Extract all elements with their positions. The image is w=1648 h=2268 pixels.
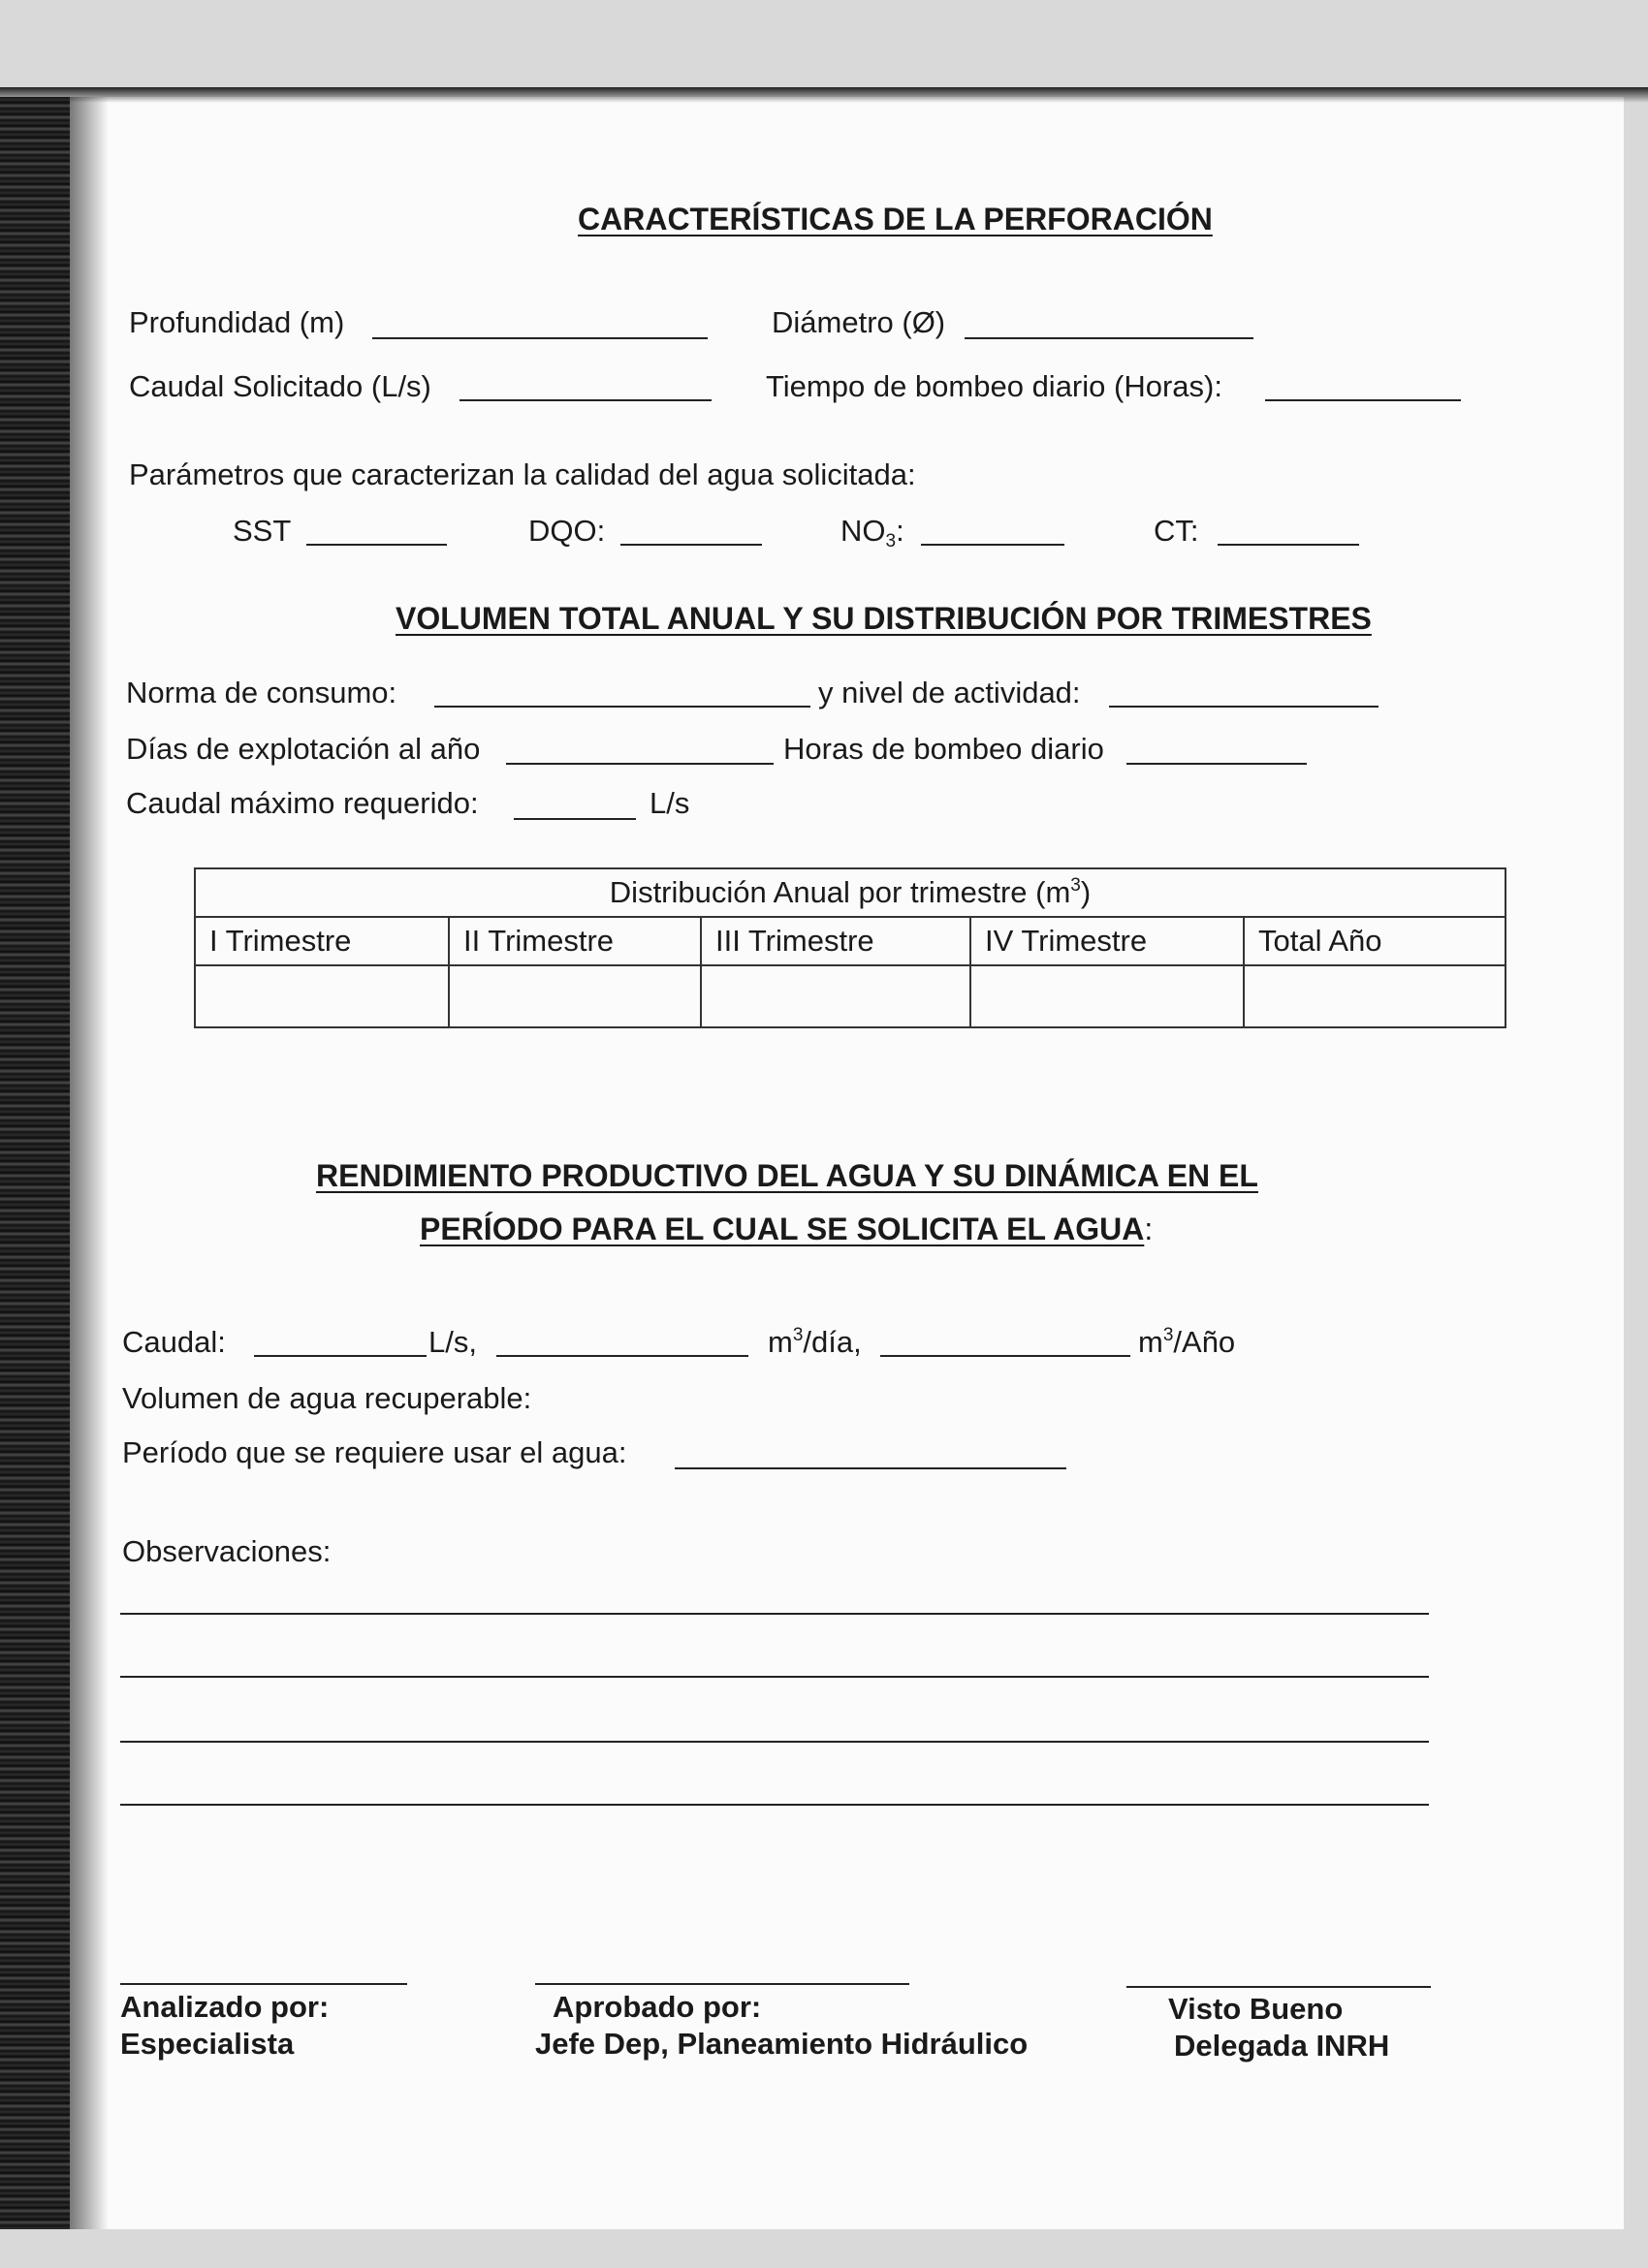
caudal-ano-unit	[1138, 1325, 1235, 1360]
no3-colon: :	[896, 514, 904, 548]
tiempo-bombeo-label: Tiempo de bombeo diario (Horas):	[766, 369, 1222, 403]
volumen-label: Volumen de agua recuperable:	[122, 1381, 532, 1415]
distribution-table	[194, 867, 1506, 1028]
col-header-i-trimestre: I Trimestre	[195, 917, 449, 965]
observaciones-line-3[interactable]	[120, 1741, 1429, 1743]
caudal-ls-unit: L/s,	[428, 1325, 477, 1359]
table-header-text: Distribución Anual por trimestre (m	[609, 875, 1071, 909]
observaciones-line-1[interactable]	[120, 1613, 1429, 1615]
col-header-total-ano: Total Año	[1244, 917, 1505, 965]
caudal-solicitado-field[interactable]	[460, 399, 712, 401]
tiempo-bombeo-field[interactable]	[1265, 399, 1461, 401]
table-header	[195, 868, 1505, 917]
caudal-max-field[interactable]	[514, 818, 636, 820]
unit-ano-text: /Año	[1173, 1325, 1236, 1359]
norma-field[interactable]	[434, 706, 810, 708]
signature-analizado	[120, 1989, 329, 2063]
no3-label	[840, 514, 904, 549]
caudal-dia-unit	[768, 1325, 862, 1360]
table-header-close: )	[1080, 875, 1092, 909]
ct-label: CT:	[1154, 514, 1199, 548]
observaciones-line-4[interactable]	[120, 1804, 1429, 1806]
no3-prefix: NO	[840, 514, 886, 548]
page-top-shadow	[0, 87, 1648, 103]
no3-subscript: 3	[885, 531, 897, 551]
nivel-field[interactable]	[1109, 706, 1379, 708]
cell-iii-trimestre[interactable]	[701, 965, 970, 1027]
scan-edge	[0, 97, 70, 2229]
caudal-label: Caudal:	[122, 1325, 226, 1359]
profundidad-field[interactable]	[372, 337, 708, 339]
signature-line-visto[interactable]	[1126, 1986, 1431, 1988]
section-title-rendimiento-line1: RENDIMIENTO PRODUCTIVO DEL AGUA Y SU DINÁMICA EN EL	[316, 1158, 1258, 1193]
unit-sup-dia: 3	[792, 1325, 804, 1345]
col-header-iii-trimestre: III Trimestre	[701, 917, 970, 965]
visto-label: Visto Bueno	[1168, 1992, 1344, 2026]
sst-label: SST	[233, 514, 292, 548]
scan-edge-fade	[70, 97, 109, 2229]
unit-m-ano: m	[1138, 1325, 1163, 1359]
caudal-max-label: Caudal máximo requerido:	[126, 786, 479, 820]
aprobado-label: Aprobado por:	[553, 1990, 762, 2024]
observaciones-label: Observaciones:	[122, 1534, 332, 1568]
cell-i-trimestre[interactable]	[195, 965, 449, 1027]
cell-ii-trimestre[interactable]	[449, 965, 701, 1027]
analizado-role: Especialista	[120, 2027, 295, 2061]
norma-label: Norma de consumo:	[126, 676, 397, 709]
nivel-label: y nivel de actividad:	[818, 676, 1081, 709]
unit-dia-text: /día,	[803, 1325, 862, 1359]
unit-sup-ano: 3	[1162, 1325, 1174, 1345]
section-title-volumen: VOLUMEN TOTAL ANUAL Y SU DISTRIBUCIÓN POR TRIMESTRES	[396, 601, 1372, 636]
caudal-ano-field[interactable]	[880, 1355, 1130, 1357]
dias-field[interactable]	[506, 763, 774, 765]
ct-field[interactable]	[1218, 544, 1359, 546]
signature-line-aprobado[interactable]	[535, 1983, 909, 1985]
periodo-field[interactable]	[675, 1467, 1066, 1469]
section-title-rendimiento-line2	[420, 1212, 1153, 1247]
cell-total-ano[interactable]	[1244, 965, 1505, 1027]
col-header-iv-trimestre: IV Trimestre	[970, 917, 1244, 965]
col-header-ii-trimestre: II Trimestre	[449, 917, 701, 965]
no3-field[interactable]	[921, 544, 1064, 546]
section-title-perforacion: CARACTERÍSTICAS DE LA PERFORACIÓN	[578, 202, 1213, 236]
aprobado-role: Jefe Dep, Planeamiento Hidráulico	[535, 2027, 1029, 2061]
caudal-dia-field[interactable]	[496, 1355, 748, 1357]
table-header-sup: 3	[1070, 875, 1081, 896]
section-title-line2-colon: :	[1144, 1212, 1154, 1246]
caudal-ls-field[interactable]	[254, 1355, 427, 1357]
dqo-label: DQO:	[528, 514, 606, 548]
cell-iv-trimestre[interactable]	[970, 965, 1244, 1027]
section-title-line2-text: PERÍODO PARA EL CUAL SE SOLICITA EL AGUA	[420, 1212, 1145, 1246]
visto-role: Delegada INRH	[1174, 2029, 1390, 2063]
signature-visto	[1168, 1991, 1389, 2064]
analizado-label: Analizado por:	[120, 1990, 330, 2024]
signature-line-analizado[interactable]	[120, 1983, 407, 1985]
caudal-max-unit: L/s	[650, 786, 690, 820]
observaciones-line-2[interactable]	[120, 1676, 1429, 1678]
profundidad-label: Profundidad (m)	[129, 305, 345, 339]
diametro-label: Diámetro (Ø)	[772, 305, 946, 339]
signature-aprobado	[535, 1989, 1028, 2063]
dqo-field[interactable]	[620, 544, 762, 546]
caudal-solicitado-label: Caudal Solicitado (L/s)	[129, 369, 431, 403]
unit-m-dia: m	[768, 1325, 793, 1359]
dias-label: Días de explotación al año	[126, 732, 481, 766]
sst-field[interactable]	[306, 544, 447, 546]
horas-label: Horas de bombeo diario	[783, 732, 1104, 766]
diametro-field[interactable]	[965, 337, 1253, 339]
horas-field[interactable]	[1126, 763, 1307, 765]
parametros-label: Parámetros que caracterizan la calidad del agua solicitada:	[129, 457, 916, 491]
periodo-label: Período que se requiere usar el agua:	[122, 1435, 627, 1469]
